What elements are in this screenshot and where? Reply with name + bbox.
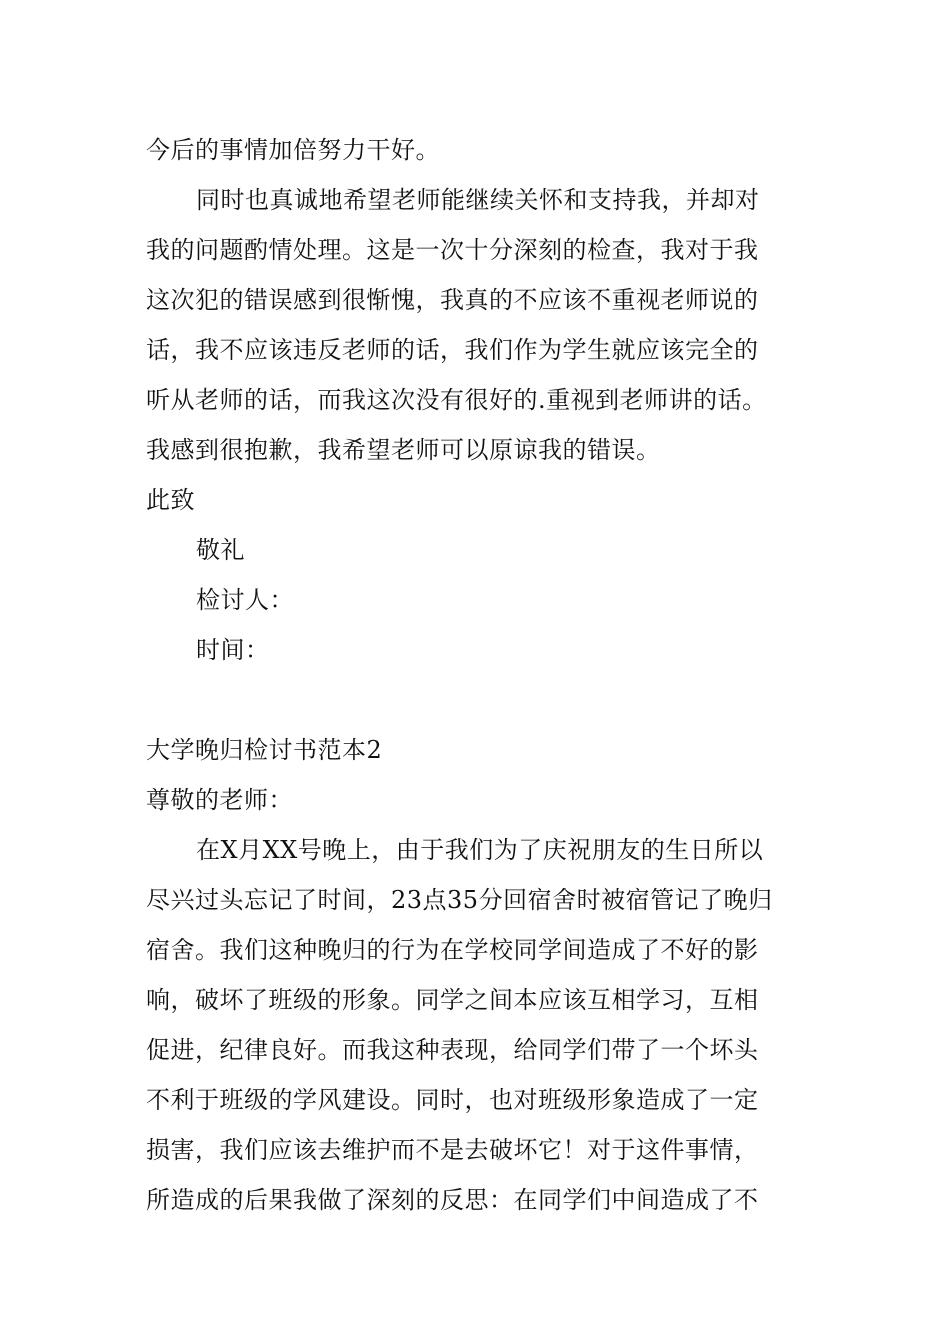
paragraph-line: 所造成的后果我做了深刻的反思：在同学们中间造成了不 xyxy=(146,1186,759,1214)
paragraph-line: 同时也真诚地希望老师能继续关怀和支持我，并却对 xyxy=(196,186,760,214)
paragraph-line: 我的问题酌情处理。这是一次十分深刻的检查，我对于我 xyxy=(146,236,759,264)
paragraph-line: 在X月XX号晚上，由于我们为了庆祝朋友的生日所以 xyxy=(196,836,764,864)
section-title: 大学晚归检讨书范本2 xyxy=(146,736,383,764)
paragraph-line: 话，我不应该违反老师的话，我们作为学生就应该完全的 xyxy=(146,336,759,364)
paragraph-line: 今后的事情加倍努力干好。 xyxy=(146,136,440,164)
closing-text: 此致 xyxy=(146,486,195,514)
greeting-text: 尊敬的老师： xyxy=(146,786,293,814)
paragraph-line: 尽兴过头忘记了时间，23点35分回宿舍时被宿管记了晚归 xyxy=(146,886,773,914)
author-label: 检讨人： xyxy=(196,586,294,614)
paragraph-line: 这次犯的错误感到很惭愧，我真的不应该不重视老师说的 xyxy=(146,286,759,314)
paragraph-line: 响，破坏了班级的形象。同学之间本应该互相学习，互相 xyxy=(146,986,759,1014)
paragraph-line: 我感到很抱歉，我希望老师可以原谅我的错误。 xyxy=(146,436,661,464)
paragraph-line: 损害，我们应该去维护而不是去破坏它！对于这件事情， xyxy=(146,1136,759,1164)
paragraph-line: 宿舍。我们这种晚归的行为在学校同学间造成了不好的影 xyxy=(146,936,759,964)
salute-text: 敬礼 xyxy=(196,536,245,564)
paragraph-line: 促进，纪律良好。而我这种表现，给同学们带了一个坏头 xyxy=(146,1036,759,1064)
paragraph-line: 不利于班级的学风建设。同时，也对班级形象造成了一定 xyxy=(146,1086,759,1114)
paragraph-line: 听从老师的话，而我这次没有很好的.重视到老师讲的话。 xyxy=(146,386,767,414)
date-label: 时间： xyxy=(196,636,270,664)
